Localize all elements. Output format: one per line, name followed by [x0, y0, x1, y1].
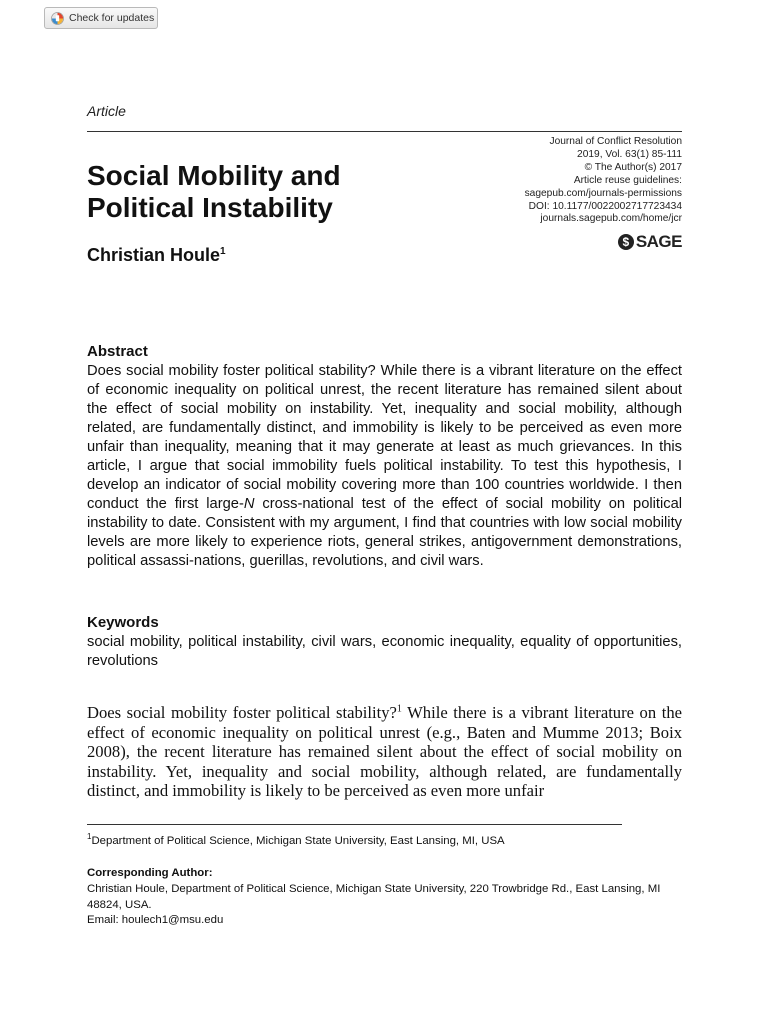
journal-copyright: © The Author(s) 2017	[584, 161, 682, 173]
journal-volume: 2019, Vol. 63(1) 85-111	[577, 148, 682, 160]
author-line	[87, 245, 226, 266]
corresponding-address: Christian Houle, Department of Political Science, Michigan State University, 220 Trowbridge Rd., East Lansing, MI 48824, USA.	[87, 883, 661, 911]
keywords-heading: Keywords	[87, 614, 159, 631]
keywords-list: social mobility, political instability, civil wars, economic inequality, equality of opportunities, revolutions	[87, 634, 682, 669]
doi-link[interactable]: DOI: 10.1177/0022002717723434	[528, 200, 682, 212]
header-divider	[87, 131, 682, 132]
author-affiliation-mark: 1	[220, 246, 226, 257]
reuse-guidelines: Article reuse guidelines:	[573, 174, 682, 186]
footnote-reference[interactable]: 1	[396, 703, 402, 715]
footnote-mark: 1	[87, 832, 92, 842]
article-title	[87, 160, 467, 224]
article-type: Article	[87, 103, 126, 119]
title-line-2: Political Instability	[87, 192, 333, 223]
abstract-text: Does social mobility foster political stability? While there is a vibrant literature on the effect of economic inequality on political unrest, the recent literature has remained silent about the effect of social mobility on instability. Yet, inequality and social mobility, although related, are fundamentally distinct, and immobility is likely to be perceived as even more unfair than inequality, meaning that it may generate at least as much grievances. In this article, I argue that social immobility fuels political instability. To test this hypothesis, I develop an indicator of social mobility covering more than 100 countries worldwide. I then conduct the first large-N cross-national test of the effect of social mobility on political instability to date. Consistent with my argument, I find that countries with low social mobility levels are more likely to experience riots, general strikes, antigovernment demonstrations, political assassi-nations, guerillas, revolutions, and civil wars.	[87, 363, 683, 569]
author-name: Christian Houle	[87, 245, 221, 265]
footnote-divider	[87, 824, 622, 825]
corresponding-email[interactable]: Email: houlech1@msu.edu	[87, 914, 224, 926]
journal-info	[442, 136, 682, 226]
corresponding-author-details	[87, 882, 682, 929]
journal-name: Journal of Conflict Resolution	[549, 136, 682, 147]
journal-home-link[interactable]: journals.sagepub.com/home/jcr	[540, 213, 682, 225]
permissions-link[interactable]: sagepub.com/journals-permissions	[524, 187, 682, 199]
check-for-updates-button[interactable]	[44, 7, 158, 29]
crossmark-icon	[51, 12, 64, 25]
sage-logo	[618, 232, 682, 252]
title-line-1: Social Mobility and	[87, 160, 341, 191]
abstract-heading: Abstract	[87, 343, 148, 360]
body-paragraph: Does social mobility foster political stability?$^1$ While there is a vibrant literature on the effect of economic inequality on political unrest (e.g., Baten and Mumme 2013; Boix 2008), the recent literature has remained silent about the effect of social mobility on instability. Yet, inequality and social mobility, although related, are fundamentally distinct, and immobility is likely to be perceived as even more unfair	[87, 703, 682, 801]
affiliation-footnote	[87, 834, 682, 849]
check-for-updates-label: Check for updates	[69, 12, 155, 24]
footnote-text: Department of Political Science, Michigan State University, East Lansing, MI, USA	[91, 835, 505, 847]
sage-s-icon: $	[618, 234, 634, 250]
sage-logo-text: SAGE	[635, 232, 682, 251]
corresponding-author-heading: Corresponding Author:	[87, 867, 213, 879]
